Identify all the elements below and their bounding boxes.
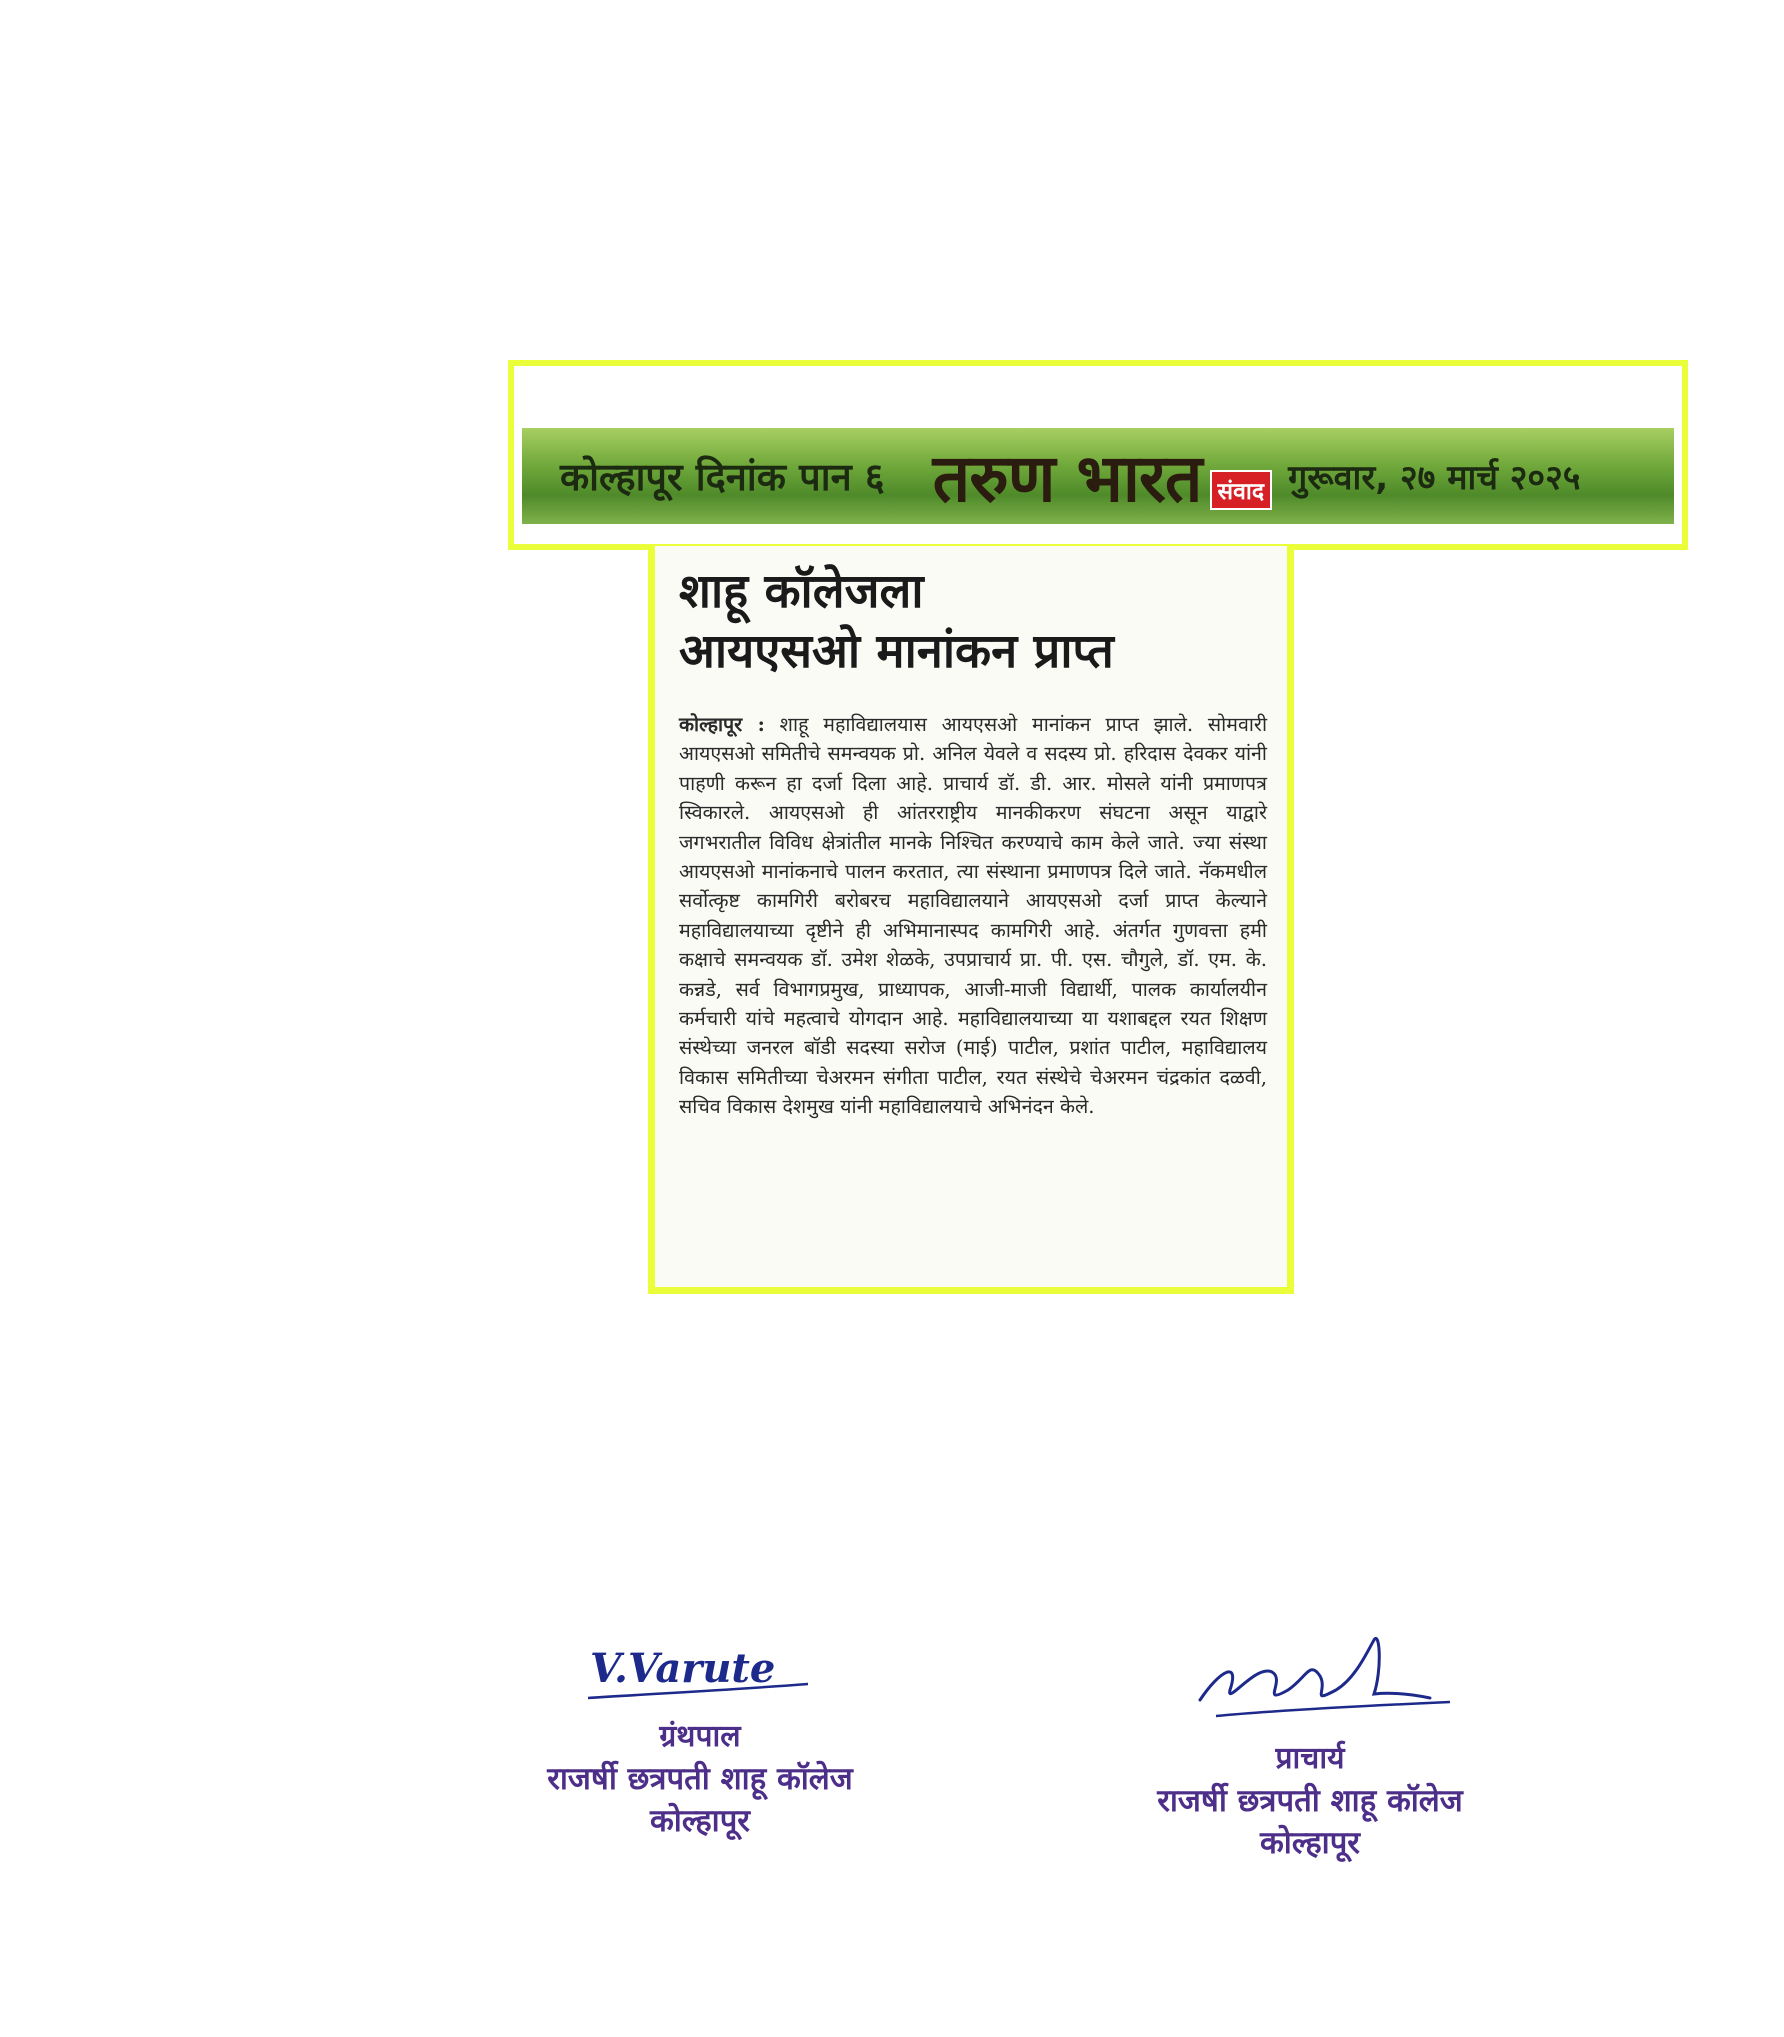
principal-signature xyxy=(1160,1620,1460,1732)
principal-city: कोल्हापूर xyxy=(1260,1825,1360,1861)
newspaper-masthead xyxy=(508,360,1688,550)
librarian-college-name: राजर्षी छत्रपती शाहू कॉलेज xyxy=(547,1761,853,1797)
article-body-text: शाहू महाविद्यालयास आयएसओ मानांकन प्राप्त झाले. सोमवारी आयएसओ समितीचे समन्वयक प्रो. अनिल येवले व सदस्य प्रो. हरिदास देवकर यांनी पाहणी करून हा दर्जा दिला आहे. प्राचार्य डॉ. डी. आर. मोसले यांनी प्रमाणपत्र स्विकारले. आयएसओ ही आंतरराष्ट्रीय मानकीकरण संघटना असून याद्वारे जगभरातील विविध क्षेत्रांतील मानके निश्चित करण्याचे काम केले जाते. ज्या संस्था आयएसओ मानांकनाचे पालन करतात, त्या संस्थाना प्रमाणपत्र दिले जाते. नॅकमधील सर्वोत्कृष्ट कामगिरी बरोबरच महाविद्यालयाने आयएसओ दर्जा प्राप्त केल्याने महाविद्यालयाच्या दृष्टीने ही अभिमानास्पद कामगिरी आहे. अंतर्गत गुणवत्ता हमी कक्षाचे समन्वयक डॉ. उमेश शेळके, उपप्राचार्य प्रा. पी. एस. चौगुले, डॉ. एम. के. कन्नडे, सर्व विभागप्रमुख, प्राध्यापक, आजी-माजी विद्यार्थी, पालक कार्यालयीन कर्मचारी यांचे महत्वाचे योगदान आहे. महाविद्यालयाच्या या यशाबद्दल रयत शिक्षण संस्थेच्या जनरल बॉडी सदस्या सरोज (माई) पाटील, प्रशांत पाटील, महाविद्यालय विकास समितीच्या चेअरमन संगीता पाटील, रयत संस्थेचे चेअरमन चंद्रकांत दळवी, सचिव विकास देशमुख यांनी महाविद्यालयाचे अभिनंदन केले. xyxy=(679,713,1268,1119)
librarian-title: ग्रंथपाल xyxy=(659,1719,741,1754)
principal-signature-block xyxy=(1110,1620,1510,1864)
principal-college-name: राजर्षी छत्रपती शाहू कॉलेज xyxy=(1157,1783,1463,1819)
headline-line-1: शाहू कॉलेजला xyxy=(679,564,924,619)
librarian-signature-text: V.Varute xyxy=(590,1645,776,1692)
article-headline xyxy=(679,562,1267,682)
masthead-band xyxy=(522,428,1674,524)
librarian-city: कोल्हापूर xyxy=(650,1803,750,1839)
librarian-signature xyxy=(580,1640,820,1710)
headline-line-2: आयएसओ मानांकन प्राप्त xyxy=(679,624,1114,679)
masthead-date: गुरूवार, २७ मार्च २०२५ xyxy=(1288,458,1581,498)
edition-tag: संवाद xyxy=(1210,470,1273,510)
news-article xyxy=(648,546,1294,1294)
masthead-page-info: कोल्हापूर दिनांक पान ६ xyxy=(560,455,885,499)
librarian-signature-block xyxy=(500,1640,900,1842)
article-dateline: कोल्हापूर : xyxy=(679,713,765,736)
newspaper-name: तरुण भारत xyxy=(932,440,1202,517)
principal-title: प्राचार्य xyxy=(1275,1741,1345,1776)
article-body xyxy=(679,710,1267,1122)
